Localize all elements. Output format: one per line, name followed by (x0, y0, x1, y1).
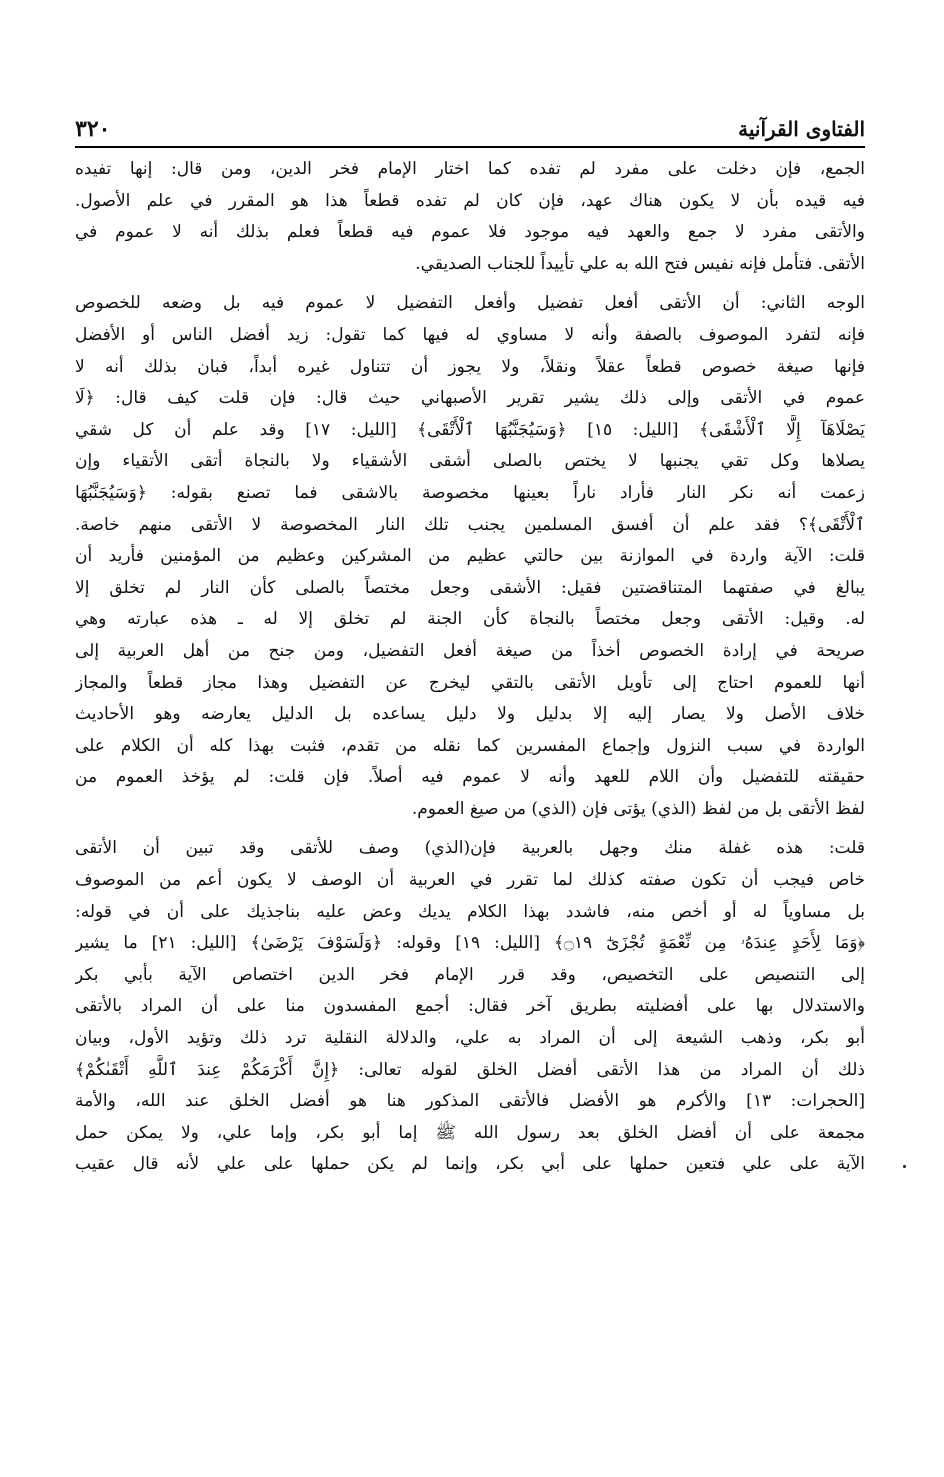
text-line: زعمت أنه نكر النار فأراد ناراً بعينها مخصوصة بالاشقى فما تصنع بقوله: ﴿وَسَيُجَنَّبُهَا (75, 482, 865, 503)
text-line: صريحة في إرادة الخصوص أخذاً من صيغة أفعل التفضيل، ومن جنح من أهل العربية إلى (75, 640, 865, 661)
text-line: الوجه الثاني: أن الأتقى أفعل تفضيل وأفعل التفضيل لا عموم فيه بل وضعه للخصوص (75, 293, 865, 314)
text-line: والأتقى مفرد لا جمع والعهد فيه موجود فلا عموم فيه قطعاً فعلم بذلك أنه لا عموم في (75, 222, 865, 243)
text-line: والاستدلال بها على أفضليته بطريق آخر فقال: أجمع المفسدون منا على أن المراد بالأتقى (75, 996, 865, 1017)
text-line: له. وقيل: الأتقى وجعل مختصاً بالنجاة كأن الجنة لم تخلق إلا له ـ هذه عبارته وهي (75, 609, 865, 630)
paragraph-1 (75, 154, 865, 280)
running-title: الفتاوى القرآنية (738, 117, 865, 141)
text-line: مجمعة على أن أفضل الخلق بعد رسول الله ﷺ إما أبو بكر، وإما علي، ولا يمكن حمل (75, 1122, 865, 1143)
text-line: الجمع، فإن دخلت على مفرد لم تفده كما اختار الإمام فخر الدين، ومن قال: إنها تفيده (75, 159, 865, 179)
text-line: أنها للعموم احتاج إلى تأويل الأتقى بالتقي ليخرج عن التفضيل وهذا مجاز قطعاً والمجاز (75, 672, 865, 693)
text-line: الأتقى. فتأمل فإنه نفيس فتح الله به علي تأييداً للجناب الصديقي. (415, 253, 865, 274)
text-line: فإنها صيغة خصوص قطعاً عقلاً ونقلاً، ولا يجوز أن تتناول غيره أبداً، فبان بذلك أنه لا (75, 356, 865, 377)
text-line: خلاف الأصل ولا يصار إليه إلا بدليل ولا دليل يساعده بل الدليل يعارضه وهو الأحاديث (75, 704, 865, 725)
text-line: يبالغ في صفتهما المتناقضتين فقيل: الأشقى وجعل مختصاً بالصلى كأن النار لم تخلق إلا (75, 577, 865, 598)
text-line: قلت: الآية واردة في الموازنة بين حالتي عظيم من المشركين وعظيم من المؤمنين فأريد أن (75, 546, 865, 567)
text-line: فإنه لتفرد الموصوف بالصفة وأنه لا مساوي له فيها كما تقول: زيد أفضل الناس أو الأفضل (75, 324, 865, 345)
text-line: إلى التنصيص على التخصيص، وقد قرر الإمام فخر الدين اختصاص الآية بأبي بكر (75, 964, 865, 985)
text-line: أبو بكر، وذهب الشيعة إلى أن المراد به علي، والدلالة النقلية ترد ذلك وتؤيد الأول، وبيان (75, 1028, 865, 1049)
header-rule (75, 146, 865, 148)
paragraph-3 (75, 833, 865, 1181)
book-page (75, 112, 865, 1181)
text-line: عموم في الأتقى وإلى ذلك يشير تقرير الأصبهاني حيث قال: فإن قلت كيف قال: ﴿لَا (75, 388, 865, 409)
text-line: لفظ الأتقى بل من لفظ (الذي) يؤتى فإن (الذي) من صيغ العموم. (411, 798, 865, 819)
text-line: بل مساوياً له أو أخص منه، فاشدد بهذا الكلام يديك وعض عليه بناجذيك على أن في قوله: (75, 901, 865, 922)
page-number: ٣٢٠ (75, 116, 111, 142)
text-line: يَصْلَاهَآ إِلَّا ٱلْأَشْقَى﴾ [الليل: ١٥] ﴿وَسَيُجَنَّبُهَا ٱلْأَتْقَى﴾ [الليل: ١٧] وقد علم أن كل شقي (75, 419, 865, 440)
text-line: الواردة في سبب النزول وإجماع المفسرين كما نقله من تقدم، فثبت بهذا كله أن الكلام على (75, 735, 865, 756)
paragraph-2 (75, 288, 865, 825)
text-line: قلت: هذه غفلة منك وجهل بالعربية فإن(الذي) وصف للأتقى وقد تبين أن الأتقى (75, 838, 865, 859)
text-line: ٱلْأَتْقَى﴾؟ فقد علم أن أفسق المسلمين يجنب تلك النار المخصوصة لا الأتقى منهم خاصة. (75, 514, 865, 535)
text-line: [الحجرات: ١٣] والأكرم هو الأفضل فالأتقى المذكور هنا هو أفضل الخلق عند الله، والأمة (75, 1091, 865, 1112)
text-line: فيه قيده بأن لا يكون هناك عهد، فإن كان لم تفده قطعاً هذا هو المقرر في علم الأصول. (75, 190, 865, 211)
text-line: خاص فيجب أن تكون صفته كذلك لما تقرر في العربية أن الوصف لا يكون أعم من الموصوف (75, 870, 865, 891)
text-line: حقيقته للتفضيل وأن اللام للعهد وأنه لا عموم فيه أصلاً. فإن قلت: لم يؤخذ العموم من (75, 767, 865, 788)
margin-dot (903, 1165, 906, 1168)
text-line: الآية على علي فتعين حملها على أبي بكر، وإنما لم يكن حملها على علي لأنه قال عقيب (75, 1154, 865, 1175)
page-header (75, 112, 865, 146)
text-line: يصلاها وكل تقي يجنبها لا يختص بالصلى أشقى الأشقياء ولا بالنجاة أتقى الأتقياء وإن (75, 451, 865, 472)
text-line: ﴿وَمَا لِأَحَدٍ عِندَهُۥ مِن نِّعْمَةٍ تُجْزَىٰٓ ۝١٩﴾ [الليل: ١٩] وقوله: ﴿وَلَسَوْفَ يَرْضَىٰ﴾ [الليل: ٢١] ما يشير (75, 933, 865, 954)
text-line: ذلك أن المراد من هذا الأتقى أفضل الخلق لقوله تعالى: ﴿إِنَّ أَكْرَمَكُمْ عِندَ ٱللَّهِ أَتْقَىٰكُمْ﴾ (75, 1059, 865, 1080)
